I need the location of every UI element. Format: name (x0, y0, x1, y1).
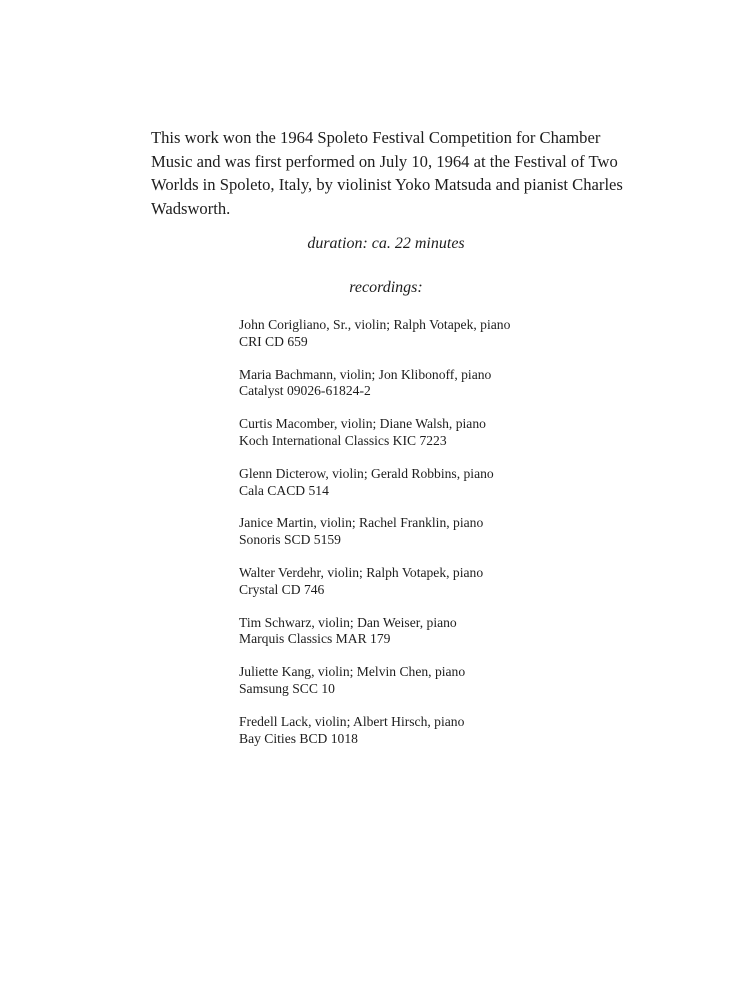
recording-label: Samsung SCC 10 (239, 680, 335, 696)
recording-item (239, 714, 569, 748)
recording-item (239, 367, 569, 401)
recording-performers: Fredell Lack, violin; Albert Hirsch, piano (239, 713, 465, 729)
recording-label: Cala CACD 514 (239, 482, 329, 498)
recording-item (239, 466, 569, 500)
premiere-note: This work won the 1964 Spoleto Festival Competition for Chamber Music and was first performed on July 10, 1964 at the Festival of Two Worlds in Spoleto, Italy, by violinist Yoko Matsuda and pianist Charles Wadsworth. (151, 128, 623, 218)
recording-item (239, 664, 569, 698)
recordings-list (239, 317, 569, 763)
recording-performers: Janice Martin, violin; Rachel Franklin, piano (239, 515, 484, 531)
recordings-heading: recordings: (349, 279, 423, 296)
recording-performers: Walter Verdehr, violin; Ralph Votapek, piano (239, 564, 484, 580)
recording-label: Crystal CD 746 (239, 581, 325, 597)
recording-label: Bay Cities BCD 1018 (239, 730, 358, 746)
recording-label: Sonoris SCD 5159 (239, 532, 341, 548)
recording-label: CRI CD 659 (239, 333, 308, 349)
recording-performers: Glenn Dicterow, violin; Gerald Robbins, piano (239, 465, 494, 481)
recording-item (239, 416, 569, 450)
recording-label: Marquis Classics MAR 179 (239, 631, 391, 647)
recording-performers: Maria Bachmann, violin; Jon Klibonoff, piano (239, 366, 492, 382)
recording-performers: John Corigliano, Sr., violin; Ralph Votapek, piano (239, 317, 511, 332)
recording-label: Catalyst 09026-61824-2 (239, 383, 371, 399)
recording-item (239, 565, 569, 599)
recording-item (239, 615, 569, 649)
recording-performers: Tim Schwarz, violin; Dan Weiser, piano (239, 614, 457, 630)
duration-note: duration: ca. 22 minutes (307, 235, 465, 252)
recording-performers: Curtis Macomber, violin; Diane Walsh, piano (239, 416, 486, 432)
recording-item (239, 317, 569, 351)
recording-performers: Juliette Kang, violin; Melvin Chen, piano (239, 664, 466, 680)
recording-item (239, 515, 569, 549)
recording-label: Koch International Classics KIC 7223 (239, 432, 447, 448)
